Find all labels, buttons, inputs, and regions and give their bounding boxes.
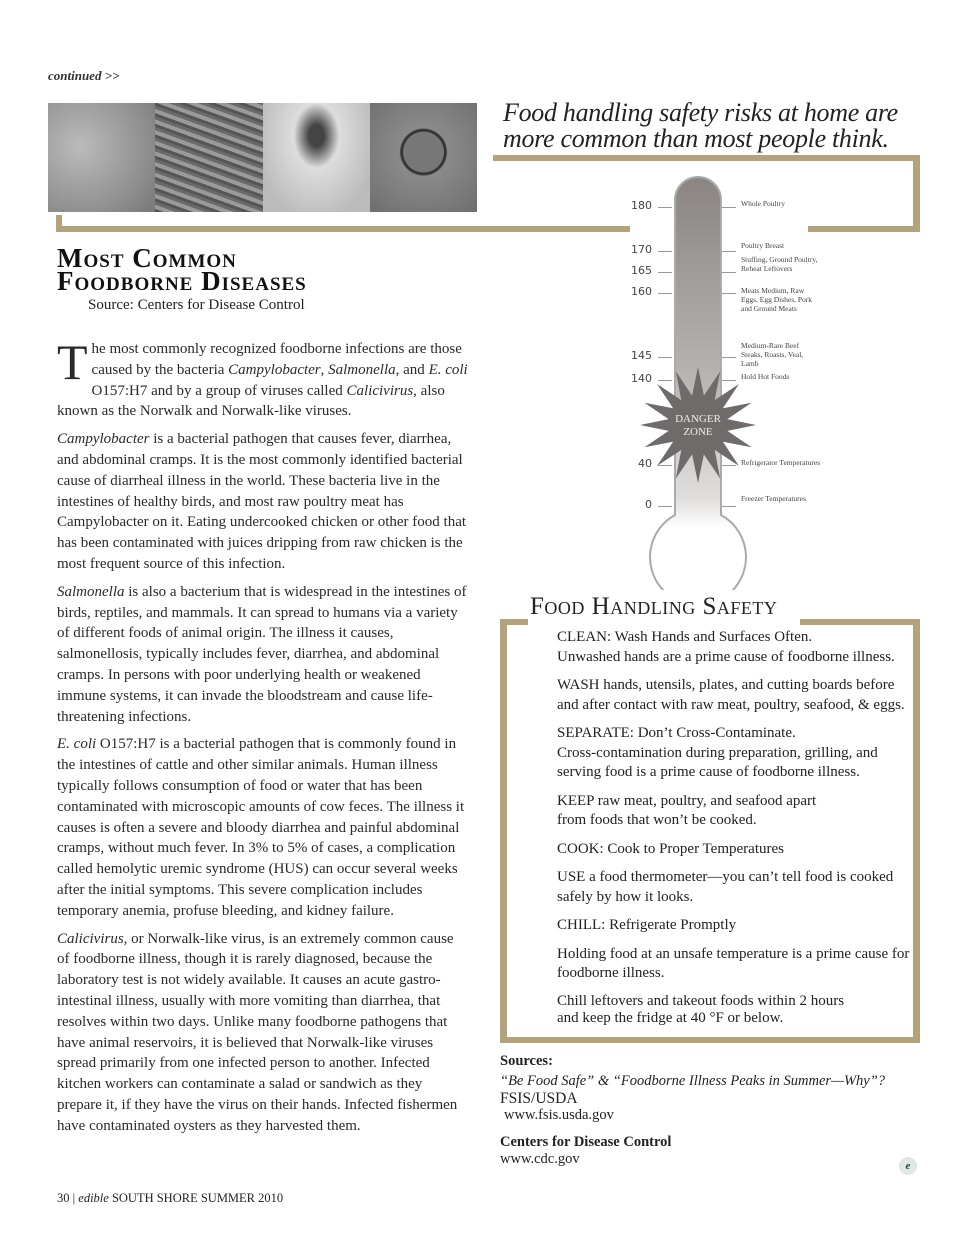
- text: , and: [395, 361, 429, 378]
- paragraph: [57, 929, 469, 1137]
- paragraph: [57, 734, 469, 921]
- temp-description: Meats Medium, Raw Eggs, Egg Dishes, Pork and Ground Meats: [741, 286, 813, 313]
- temp-description: Whole Poultry: [741, 199, 785, 208]
- separator: |: [72, 1191, 76, 1205]
- frame-line: [493, 155, 920, 161]
- edible-logo-icon: e: [899, 1157, 917, 1175]
- tick-line: [722, 251, 736, 252]
- text: Calicivirus: [346, 382, 414, 399]
- drop-cap: T: [57, 334, 88, 390]
- frame-line: [56, 226, 630, 232]
- lead: Salmonella: [57, 583, 125, 600]
- page-number: 30: [57, 1191, 70, 1205]
- tick-line: [722, 293, 736, 294]
- microscope-photo-4: [370, 103, 477, 212]
- safety-list: [557, 628, 919, 1036]
- temp-description: Hold Hot Foods: [741, 372, 790, 381]
- temp-tick-label: 140: [631, 372, 652, 385]
- tick-line: [658, 207, 672, 208]
- paragraph: [57, 582, 469, 728]
- safety-item: COOK: Cook to Proper Temperatures: [557, 840, 784, 857]
- text: O157:H7 is a bacterial pathogen that is commonly found in the intestines of cattle and other similar animals. Human illness typically follows consumption of food or water that has been contaminated with microscopic amounts of cow feces. The illness it causes is often a severe and bloody diarrhea and painful abdominal cramps, without much fever. In 3% to 5% of cases, a complication called hemolytic uremic syndrome (HUS) can occur several weeks after the initial symptoms. This severe complication includes temporary anemia, profuse bleeding, and kidney failure.: [57, 736, 465, 919]
- safety-item: USE a food thermometer—you can’t tell food is cooked safely by how it looks.: [557, 869, 894, 905]
- temp-description: Medium-Rare Beef Steaks, Roasts, Veal, Lamb: [741, 341, 804, 368]
- text: Salmonella: [328, 361, 396, 378]
- tick-line: [658, 272, 672, 273]
- lead: Calicivirus: [57, 930, 124, 947]
- article-source: Source: Centers for Disease Control: [88, 297, 305, 313]
- tick-line: [722, 380, 736, 381]
- text: ,: [320, 361, 329, 378]
- text: , also known as the Norwalk and Norwalk-like viruses.: [57, 382, 445, 420]
- text: O157:H7 and by a group of viruses called: [91, 382, 347, 399]
- temp-description: Freezer Temperatures: [741, 494, 806, 503]
- temp-tick-label: 40: [638, 457, 652, 470]
- tick-line: [658, 251, 672, 252]
- tick-line: [658, 465, 672, 466]
- safety-item: WASH hands, utensils, plates, and cutting boards before and after contact with raw meat, poultry, seafood, & eggs.: [557, 677, 905, 713]
- article-title: [57, 243, 307, 296]
- temp-tick-label: 165: [631, 264, 652, 277]
- source-url[interactable]: www.cdc.gov: [500, 1151, 580, 1167]
- tick-line: [722, 207, 736, 208]
- danger-label: ZONE: [683, 426, 713, 438]
- tick-line: [722, 357, 736, 358]
- text: is a bacterial pathogen that causes fever, diarrhea, and abdominal cramps. It is the most commonly identified bacterial cause of diarrheal illness in the world. These bacteria live in the intestines of healthy birds, and most raw poultry meat has Campylobacter on it. Eating undercooked chicken or other food that has been contaminated with juices dripping from raw chicken is the most frequent source of this infection.: [57, 431, 467, 572]
- temp-tick-label: 0: [645, 498, 652, 511]
- safety-item: Holding food at an unsafe temperature is a prime cause for foodborne illness.: [557, 945, 910, 981]
- continued-label: continued >>: [48, 68, 120, 83]
- issue-label: SOUTH SHORE SUMMER 2010: [111, 1191, 284, 1205]
- tick-line: [658, 380, 672, 381]
- title-line: Most Common: [57, 243, 237, 273]
- safety-item: CHILL: Refrigerate Promptly: [557, 917, 737, 933]
- danger-label: DANGER: [675, 413, 721, 425]
- paragraph: [57, 429, 469, 575]
- source-org: Centers for Disease Control: [500, 1134, 672, 1150]
- thermometer-graphic: [620, 170, 920, 590]
- tick-line: [658, 506, 672, 507]
- text: he most commonly recognized foodborne infections are those caused by the bacteria: [91, 341, 462, 378]
- safety-item: Chill leftovers and takeout foods within 2 hours and keep the fridge at 40 °F or below.: [557, 992, 845, 1026]
- frame-line: [500, 619, 528, 625]
- temp-description: Poultry Breast: [741, 241, 785, 250]
- tick-line: [658, 357, 672, 358]
- microscope-photo-1: [48, 103, 155, 212]
- temp-tick-label: 145: [631, 349, 652, 362]
- temp-description: Stuffing, Ground Poultry, Reheat Leftovers: [741, 255, 818, 273]
- safety-item: KEEP raw meat, poultry, and seafood apart from foods that won’t be cooked.: [557, 792, 817, 828]
- lead: E. coli: [57, 736, 97, 753]
- temp-tick-label: 170: [631, 243, 652, 256]
- page-footer: [57, 1191, 283, 1206]
- microscope-photo-2: [155, 103, 262, 212]
- temp-description: Refrigerator Temperatures: [741, 458, 821, 467]
- tick-line: [722, 465, 736, 466]
- safety-item: CLEAN: Wash Hands and Surfaces Often. Unwashed hands are a prime cause of foodborne illness.: [557, 629, 895, 665]
- sources-section: [500, 1053, 885, 1168]
- microscope-photo-3: [263, 103, 370, 212]
- magazine-name: edible: [78, 1191, 109, 1205]
- tick-line: [722, 272, 736, 273]
- article-body: [57, 334, 469, 1143]
- safety-title: Food Handling Safety: [530, 593, 778, 620]
- source-titles: “Be Food Safe” & “Foodborne Illness Peaks in Summer—Why”?: [500, 1073, 886, 1089]
- frame-line: [800, 619, 920, 625]
- tick-line: [722, 506, 736, 507]
- paragraph: [57, 334, 469, 422]
- text: , or Norwalk-like virus, is an extremely common cause of foodborne illness, though it is rarely diagnosed, because the laboratory test is not widely available. It causes an acute gastro-intestinal illness, usually with more vomiting than diarrhea, that resolves within two days. Unlike many foodborne pathogens that have animal reservoirs, it is believed that Norwalk-like viruses spread primarily from one infected person to another. Infected kitchen workers can contaminate a salad or sandwich as they prepare it, if they have the virus on their hands. Infected fishermen have contaminated oysters as they harvested them.: [57, 930, 458, 1134]
- text: E. coli: [428, 361, 468, 378]
- frame-line: [500, 619, 507, 1043]
- source-url[interactable]: www.fsis.usda.gov: [504, 1107, 614, 1123]
- temp-tick-label: 180: [631, 199, 652, 212]
- tagline: Food handling safety risks at home are more common than most people think.: [503, 98, 898, 153]
- text: is also a bacterium that is widespread in the intestines of birds, reptiles, and mammals. It can spread to humans via a variety of different foods of animal origin. The illness it causes, salmonellosis, typically includes fever, diarrhea, and abdominal cramps. In persons with poor underlying health or weakened immune systems, it can invade the bloodstream and cause life-threatening infections.: [57, 583, 467, 725]
- title-line: Foodborne Diseases: [57, 266, 307, 296]
- microscope-photo-strip: [48, 103, 477, 212]
- text: Campylobacter: [228, 361, 321, 378]
- safety-item: SEPARATE: Don’t Cross-Contaminate. Cross-contamination during preparation, grilling, and serving food is a prime cause of foodborne illness.: [557, 725, 878, 780]
- temp-tick-label: 160: [631, 285, 652, 298]
- lead: Campylobacter: [57, 431, 150, 448]
- frame-line: [500, 1037, 920, 1043]
- tick-line: [658, 293, 672, 294]
- source-org: FSIS/USDA: [500, 1090, 578, 1107]
- sources-heading: Sources:: [500, 1053, 553, 1069]
